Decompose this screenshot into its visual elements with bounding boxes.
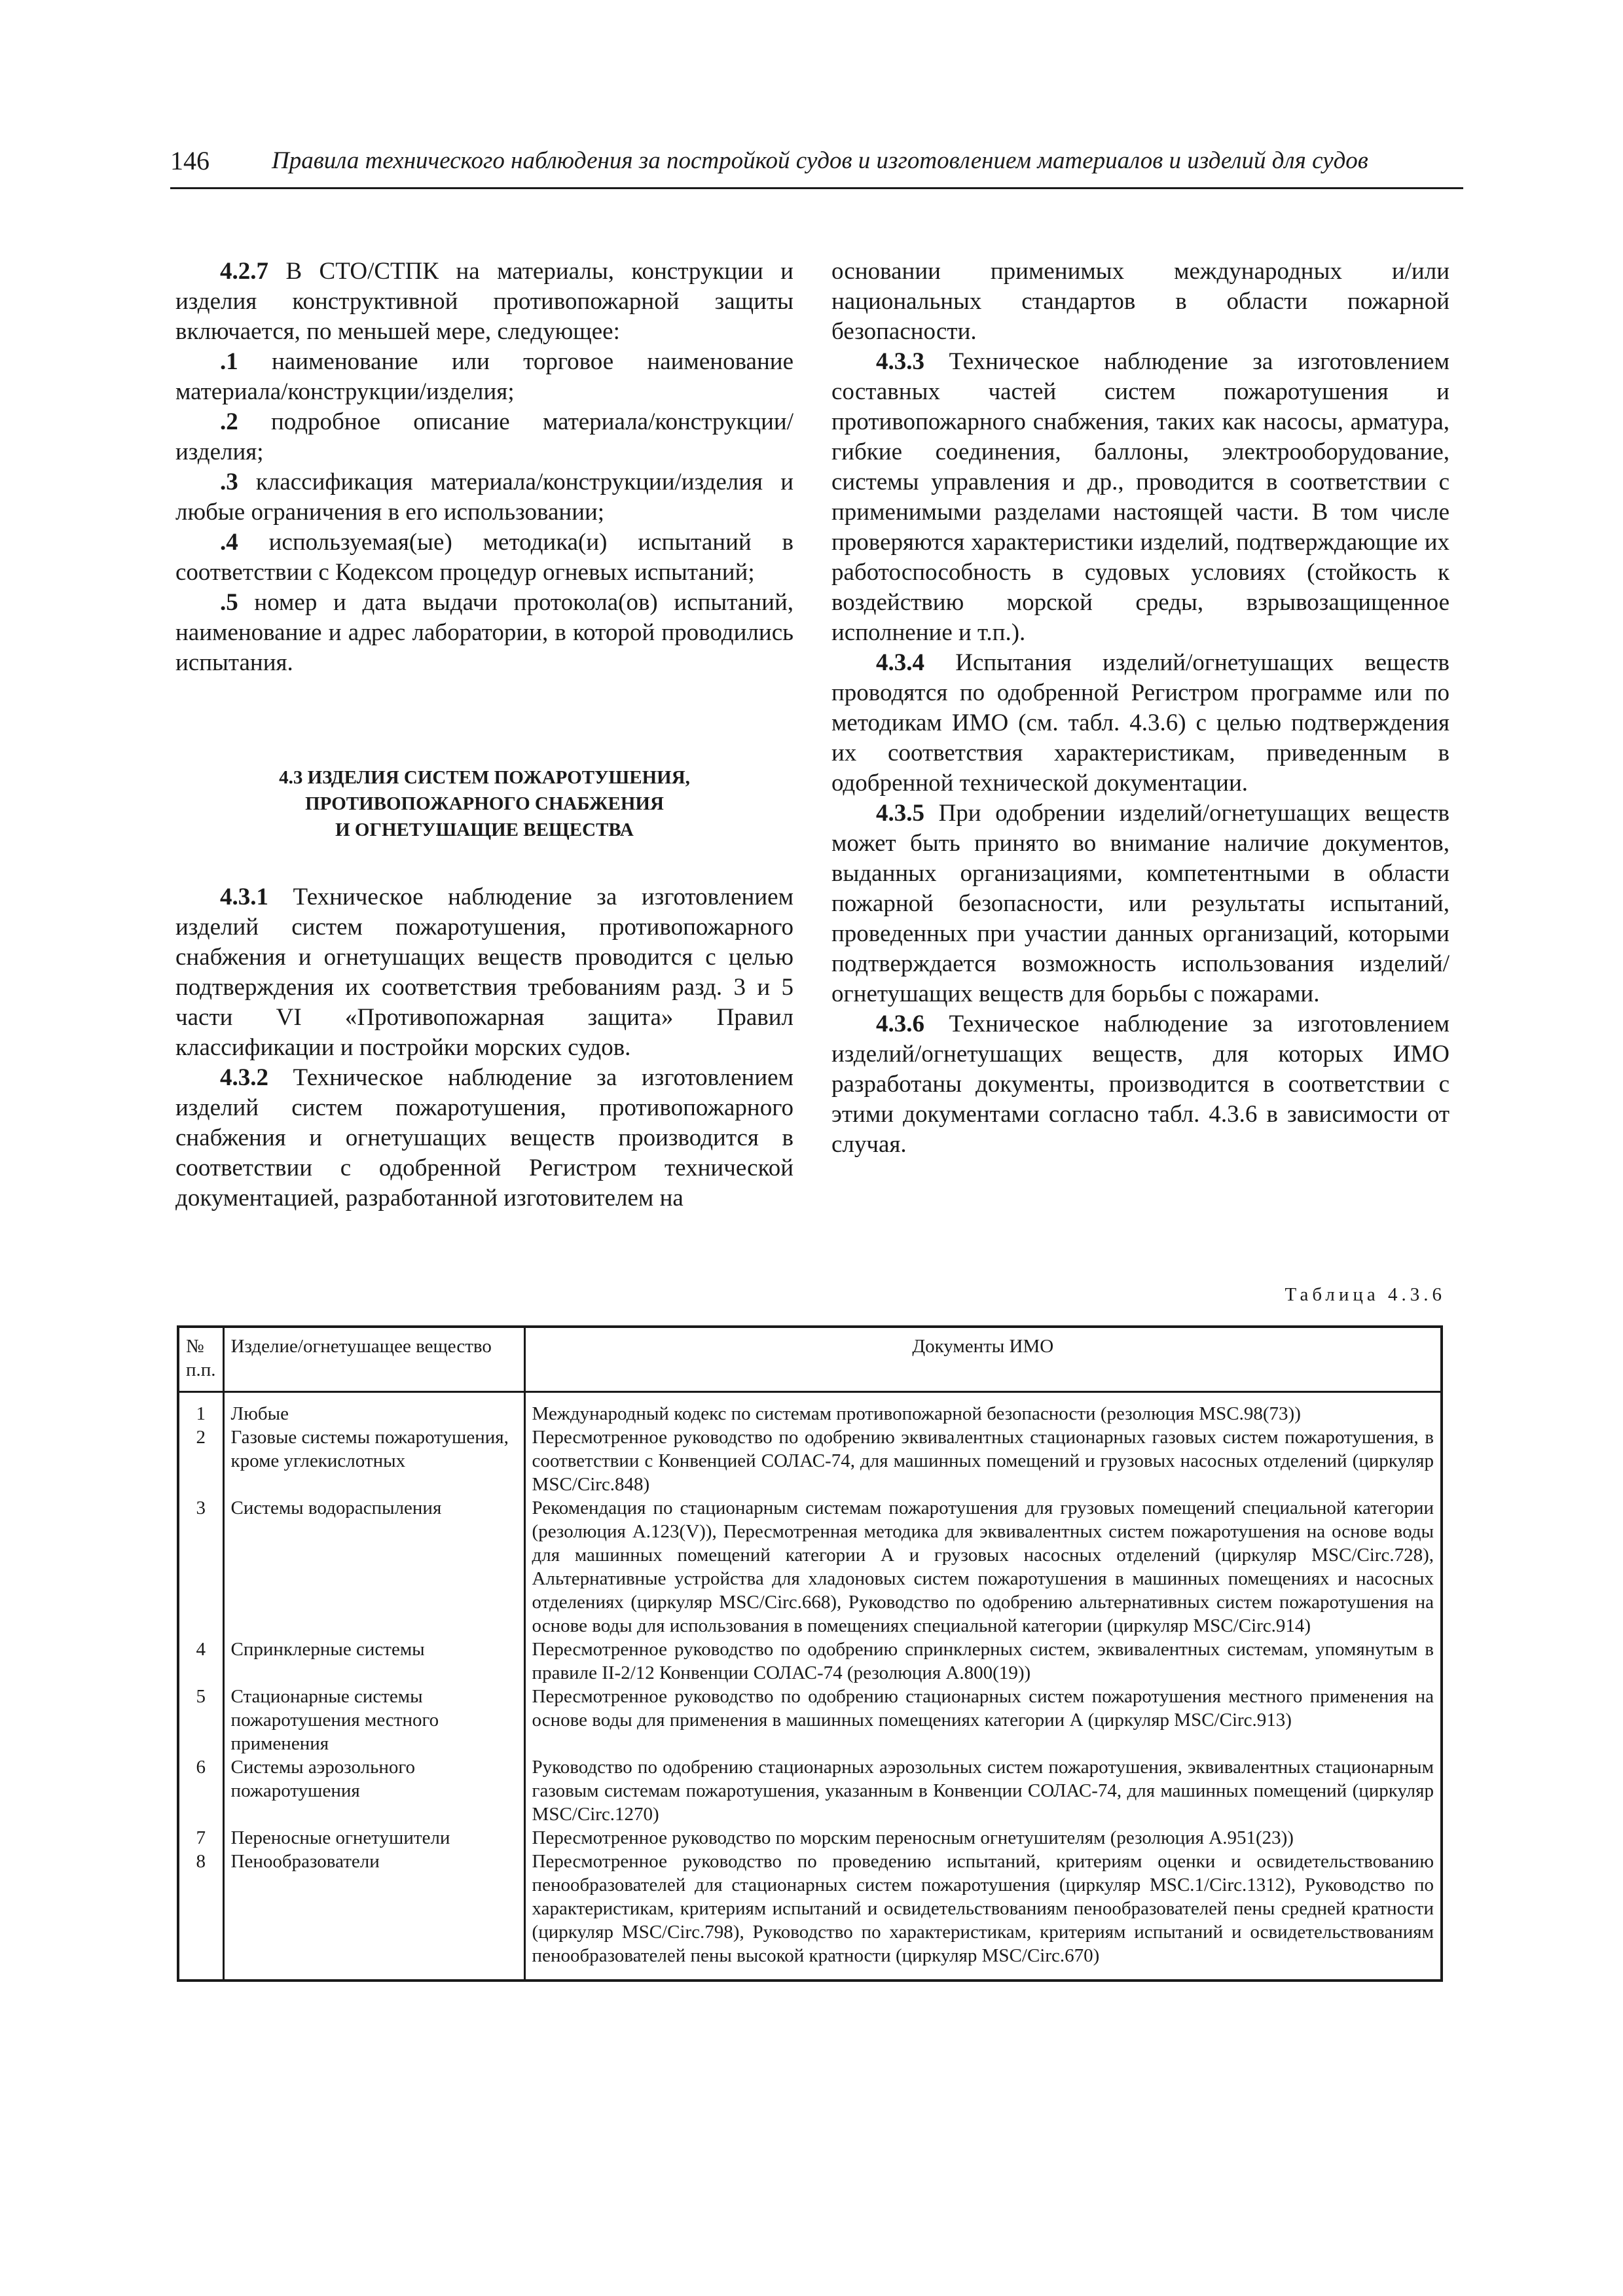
list-item: [175, 528, 793, 588]
paragraph-number: 4.3.3: [876, 348, 924, 375]
row-number: 3: [178, 1496, 223, 1638]
table-row: [178, 1850, 1442, 1981]
row-number: 2: [178, 1426, 223, 1496]
table-row: [178, 1685, 1442, 1755]
list-item-text: классификация материала/конструкции/изделия и любые ограничения в его использовании;: [175, 469, 793, 526]
paragraph-4-3-5: [831, 798, 1450, 1009]
header-num: № п.п.: [178, 1327, 223, 1392]
row-item: Системы водораспыления: [223, 1496, 524, 1638]
paragraph-number: 4.2.7: [220, 258, 268, 285]
paragraph-number: 4.3.4: [876, 649, 924, 676]
list-item-text: номер и дата выдачи протокола(ов) испытаний, наименование и адрес лаборатории, в которой проводились испытания.: [175, 589, 793, 676]
table-row: [178, 1426, 1442, 1496]
section-heading-line: 4.3 ИЗДЕЛИЯ СИСТЕМ ПОЖАРОТУШЕНИЯ,: [279, 767, 690, 788]
paragraph-number: 4.3.6: [876, 1011, 924, 1037]
row-item: Газовые системы пожаротушения, кроме углекислотных: [223, 1426, 524, 1496]
list-item: [175, 467, 793, 528]
paragraph-4-3-2: [175, 1063, 793, 1213]
row-item: Спринклерные системы: [223, 1638, 524, 1685]
section-heading-line: ПРОТИВОПОЖАРНОГО СНАБЖЕНИЯ: [305, 793, 664, 814]
paragraph-text: Техническое наблюдение за изготовлением изделий/огнетушащих веществ, для которых ИМО разработаны документы, производится в соответствии с этими документами согласно табл. 4.3.6 в зависимости от случая.: [831, 1011, 1450, 1158]
row-number: 8: [178, 1850, 223, 1981]
paragraph-text: Техническое наблюдение за изготовлением составных частей систем пожаротушения и противопожарного снабжения, таких как насосы, арматура, гибкие соединения, баллоны, электрооборудование, системы управления и др., проводится в соответствии с применимыми разделами настоящей части. В том числе проверяются характеристики изделий, подтверждающие их работоспособность в судовых условиях (стойкость к воздействию морской среды, взрывозащищенное исполнение и т.п.).: [831, 348, 1450, 646]
table-row: [178, 1496, 1442, 1638]
list-item: [175, 407, 793, 467]
header-item: Изделие/огнетушащее вещество: [223, 1327, 524, 1392]
row-docs: Пересмотренное руководство по одобрению эквивалентных стационарных газовых систем пожаротушения, в соответствии с Конвенцией СОЛАС-74, для машинных помещений и грузовых насосных отделений (циркуляр MSC/Circ.848): [532, 1427, 1434, 1495]
list-item-text: используемая(ые) методика(и) испытаний в соответствии с Кодексом процедур огневых испытаний;: [175, 529, 793, 586]
paragraph-text: Техническое наблюдение за изготовлением изделий систем пожаротушения, противопожарного снабжения и огнетушащих веществ производится в соответствии с одобренной Регистром технической документацией, разработанной изготовителем на: [175, 1064, 793, 1211]
table-row: [178, 1755, 1442, 1826]
row-docs: Рекомендация по стационарным системам пожаротушения для грузовых помещений специальной категории (резолюция А.123(V)), Пересмотренная методика для эквивалентных систем пожаротушения на основе воды для машинных помещений категории А и грузовых насосных отделений (циркуляр MSC/Circ.728), Альтернативные устройства для хладоновых систем пожаротушения в машинных помещениях и насосных отделениях (циркуляр MSC/Circ.668), Руководство по одобрению альтернативных систем пожаротушения на основе воды для использования в помещениях специальной категории (циркуляр MSC/Circ.914): [532, 1498, 1434, 1636]
row-item: Пенообразователи: [223, 1850, 524, 1981]
paragraph-4-3-6: [831, 1009, 1450, 1160]
list-item: [175, 588, 793, 678]
paragraph-number: 4.3.5: [876, 800, 924, 827]
imo-documents-table: [177, 1325, 1443, 1982]
list-item-number: .2: [220, 408, 238, 435]
page-number: 146: [170, 146, 210, 175]
list-item-number: .1: [220, 348, 238, 375]
row-docs: Пересмотренное руководство по проведению испытаний, критериям оценки и освидетельствованию пенообразователей для стационарных систем пожаротушения (циркуляр MSC.1/Circ.1312), Руководство по характеристикам, критериям испытаний и освидетельствованиям пенообразователей пены средней кратности (циркуляр MSC/Circ.798), Руководство по характеристикам, критериям испытаний и освидетельствованиям пенообразователей пены высокой кратности (циркуляр MSC/Circ.670): [532, 1851, 1434, 1966]
paragraph-4-3-1: [175, 882, 793, 1063]
list-item-text: подробное описание материала/конструкции/изделия;: [175, 408, 793, 465]
section-heading-4-3: [175, 764, 793, 843]
running-title: Правила технического наблюдения за постройкой судов и изготовлением материалов и изделий для судов: [272, 147, 1368, 174]
paragraph-4-2-7: [175, 257, 793, 347]
right-column: [831, 257, 1450, 1160]
list-item: [175, 347, 793, 407]
list-item-number: .4: [220, 529, 238, 556]
list-item-number: .5: [220, 589, 238, 616]
row-item: Переносные огнетушители: [223, 1826, 524, 1850]
row-docs: Пересмотренное руководство по морским переносным огнетушителям (резолюция А.951(23)): [532, 1827, 1294, 1848]
row-item: Системы аэрозольного пожаротушения: [223, 1755, 524, 1826]
list-item-text: наименование или торговое наименование материала/конструкции/изделия;: [175, 348, 793, 405]
paragraph-4-3-4: [831, 648, 1450, 798]
table-header-row: [178, 1327, 1442, 1392]
row-docs: Международный кодекс по системам противопожарной безопасности (резолюция MSC.98(73)): [532, 1403, 1301, 1424]
section-heading-line: И ОГНЕТУШАЩИЕ ВЕЩЕСТВА: [335, 819, 634, 840]
paragraph-4-3-2-continued: основании применимых международных и/или национальных стандартов в области пожарной безопасности.: [831, 258, 1450, 345]
table-row: [178, 1638, 1442, 1685]
row-docs: Пересмотренное руководство по одобрению стационарных систем пожаротушения местного применения на основе воды для применения в машинных помещениях категории А (циркуляр MSC/Circ.913): [532, 1686, 1434, 1731]
paragraph-number: 4.3.2: [220, 1064, 268, 1091]
row-number: 6: [178, 1755, 223, 1826]
paragraph-text: В СТО/СТПК на материалы, конструкции и изделия конструктивной противопожарной защиты включается, по меньшей мере, следующее:: [175, 258, 793, 345]
row-docs: Руководство по одобрению стационарных аэрозольных систем пожаротушения, эквивалентных стационарным газовым системам пожаротушения, указанным в Конвенции СОЛАС-74, для машинных помещений (циркуляр MSC/Circ.1270): [532, 1757, 1434, 1825]
table-row: [178, 1826, 1442, 1850]
paragraph-4-3-3: [831, 347, 1450, 648]
paragraph-text: Испытания изделий/огнетушащих веществ проводятся по одобренной Регистром программе или по методикам ИМО (см. табл. 4.3.6) с целью подтверждения их соответствия характеристикам, приведенным в одобренной технической документации.: [831, 649, 1450, 797]
row-item: Стационарные системы пожаротушения местного применения: [223, 1685, 524, 1755]
row-number: 5: [178, 1685, 223, 1755]
paragraph-text: Техническое наблюдение за изготовлением изделий систем пожаротушения, противопожарного снабжения и огнетушащих веществ проводится с целью подтверждения их соответствия требованиям разд. 3 и 5 части VI «Противопожарная защита» Правил классификации и постройки морских судов.: [175, 884, 793, 1061]
row-number: 7: [178, 1826, 223, 1850]
row-docs: Пересмотренное руководство по одобрению спринклерных систем, эквивалентных системам, упомянутым в правиле II-2/12 Конвенции СОЛАС-74 (резолюция А.800(19)): [532, 1639, 1434, 1683]
paragraph-number: 4.3.1: [220, 884, 268, 910]
row-number: 1: [178, 1392, 223, 1426]
table-caption: Таблица 4.3.6: [1285, 1284, 1446, 1305]
row-number: 4: [178, 1638, 223, 1685]
table-row: [178, 1392, 1442, 1426]
left-column: [175, 257, 793, 1213]
list-item-number: .3: [220, 469, 238, 495]
row-item: Любые: [223, 1392, 524, 1426]
paragraph-text: При одобрении изделий/огнетушащих веществ может быть принято во внимание наличие документов, выданных организациями, компетентными в области пожарной безопасности, или результаты испытаний, проведенных при участии данных организаций, которыми подтверждается возможность использования изделий/огнетушащих веществ для борьбы с пожарами.: [831, 800, 1450, 1007]
page-header: [170, 145, 1463, 189]
header-docs: Документы ИМО: [524, 1327, 1442, 1392]
